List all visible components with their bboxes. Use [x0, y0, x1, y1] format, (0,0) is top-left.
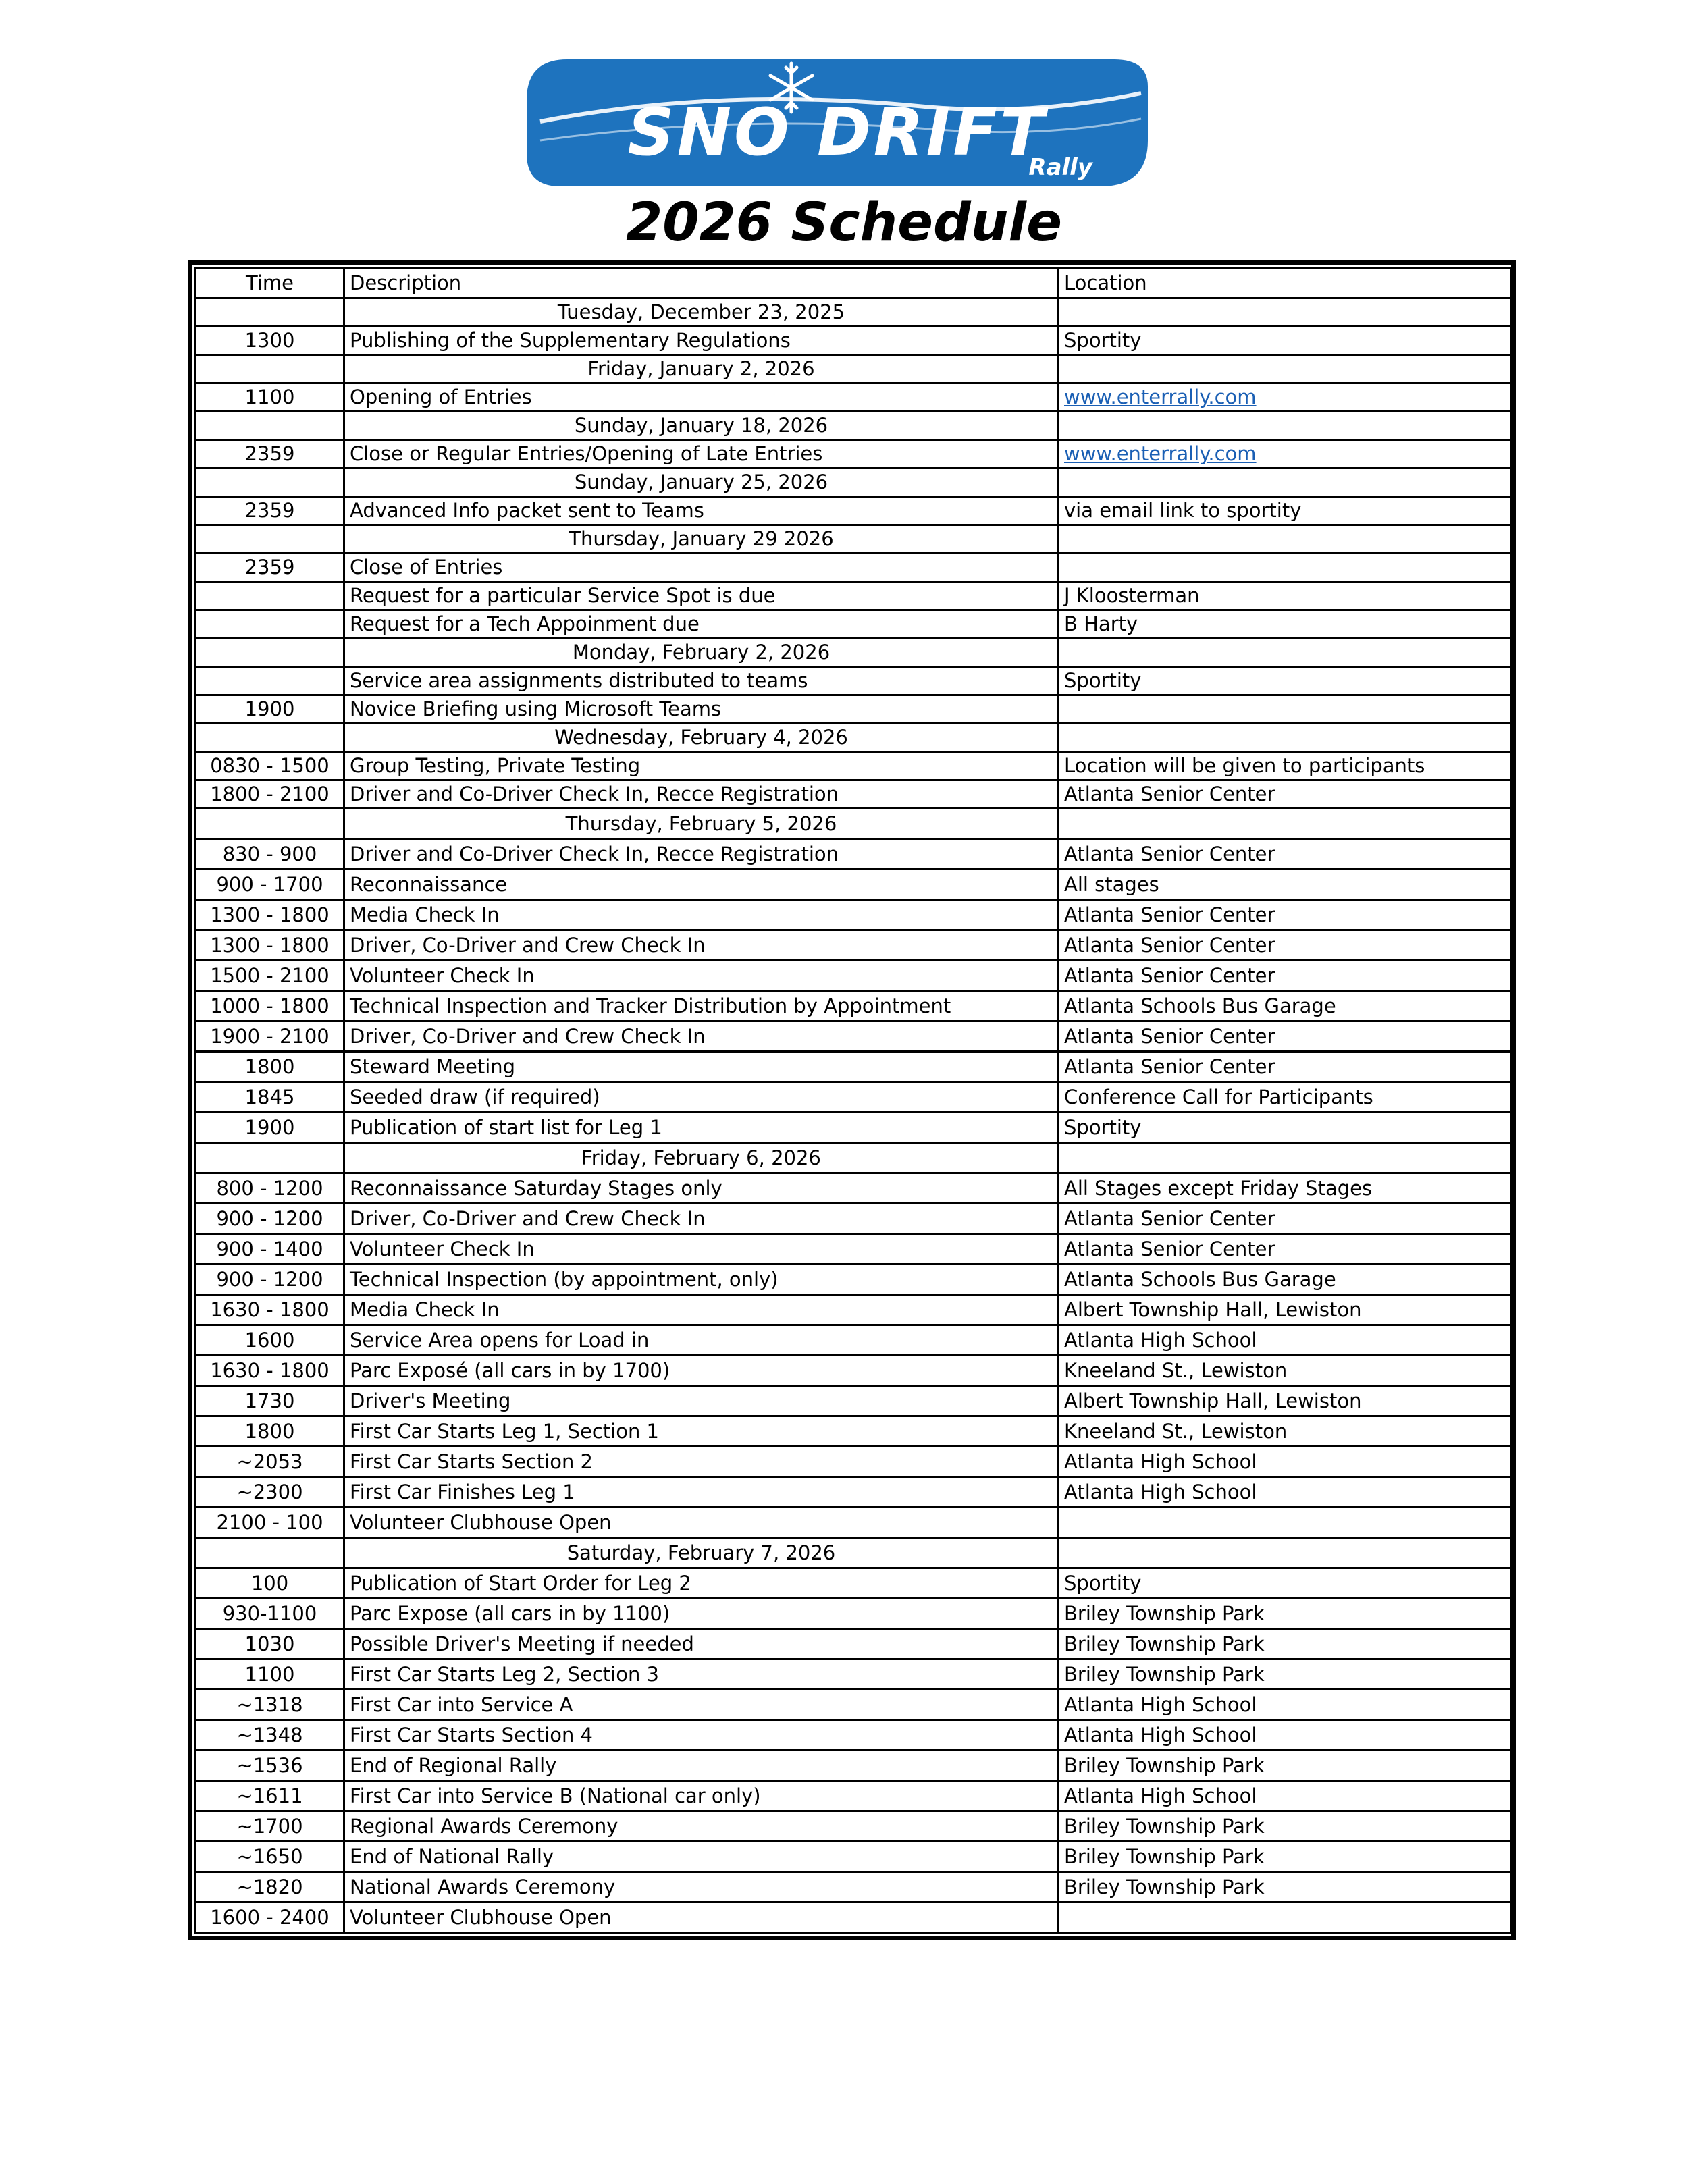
table-row: [196, 991, 1511, 1021]
time-cell: [196, 724, 344, 752]
description-cell: Driver's Meeting: [344, 1386, 1059, 1416]
date-heading: Thursday, February 5, 2026: [344, 809, 1059, 839]
location-cell: Albert Township Hall, Lewiston: [1059, 1295, 1511, 1325]
description-cell: Parc Expose (all cars in by 1100): [344, 1599, 1059, 1629]
table-row: [196, 1508, 1511, 1538]
location-cell: Albert Township Hall, Lewiston: [1059, 1386, 1511, 1416]
location-cell: Atlanta High School: [1059, 1690, 1511, 1720]
schedule-body: [196, 298, 1511, 1933]
description-cell: First Car Finishes Leg 1: [344, 1477, 1059, 1508]
description-cell: Opening of Entries: [344, 383, 1059, 412]
description-cell: Publishing of the Supplementary Regulations: [344, 327, 1059, 355]
time-cell: 1300 - 1800: [196, 900, 344, 930]
time-cell: 1900: [196, 695, 344, 724]
location-cell: [1059, 1143, 1511, 1173]
table-row: [196, 1295, 1511, 1325]
description-cell: Service Area opens for Load in: [344, 1325, 1059, 1356]
table-row: [196, 1629, 1511, 1659]
description-cell: First Car Starts Section 4: [344, 1720, 1059, 1751]
location-cell: Atlanta Senior Center: [1059, 839, 1511, 870]
description-cell: Technical Inspection and Tracker Distribution by Appointment: [344, 991, 1059, 1021]
time-cell: 800 - 1200: [196, 1173, 344, 1204]
time-cell: ~1820: [196, 1872, 344, 1902]
table-row: [196, 930, 1511, 961]
description-cell: Seeded draw (if required): [344, 1082, 1059, 1113]
location-cell: [1059, 639, 1511, 667]
table-row: [196, 1751, 1511, 1781]
description-cell: Reconnaissance Saturday Stages only: [344, 1173, 1059, 1204]
location-cell: [1059, 554, 1511, 582]
description-cell: Driver and Co-Driver Check In, Recce Registration: [344, 780, 1059, 809]
time-cell: 900 - 1700: [196, 870, 344, 900]
description-cell: End of Regional Rally: [344, 1751, 1059, 1781]
time-cell: 2359: [196, 554, 344, 582]
description-cell: National Awards Ceremony: [344, 1872, 1059, 1902]
time-cell: [196, 412, 344, 440]
time-cell: 1100: [196, 1659, 344, 1690]
location-cell: [1059, 412, 1511, 440]
date-heading: Monday, February 2, 2026: [344, 639, 1059, 667]
time-cell: 2100 - 100: [196, 1508, 344, 1538]
time-cell: [196, 667, 344, 695]
location-cell: [1059, 440, 1511, 469]
location-cell: Atlanta High School: [1059, 1720, 1511, 1751]
table-row: [196, 1659, 1511, 1690]
location-cell: B Harty: [1059, 610, 1511, 639]
date-heading: Friday, January 2, 2026: [344, 355, 1059, 383]
location-cell: [1059, 383, 1511, 412]
description-cell: Request for a Tech Appoinment due: [344, 610, 1059, 639]
time-cell: 1800: [196, 1416, 344, 1447]
table-row: [196, 1599, 1511, 1629]
table-row: [196, 1720, 1511, 1751]
table-row: [196, 1264, 1511, 1295]
date-header-row: [196, 1143, 1511, 1173]
date-header-row: [196, 412, 1511, 440]
time-cell: ~1348: [196, 1720, 344, 1751]
description-cell: First Car into Service A: [344, 1690, 1059, 1720]
time-cell: 1300 - 1800: [196, 930, 344, 961]
time-cell: [196, 298, 344, 327]
location-cell: [1059, 695, 1511, 724]
time-cell: 2359: [196, 440, 344, 469]
time-cell: 1100: [196, 383, 344, 412]
location-cell: Kneeland St., Lewiston: [1059, 1416, 1511, 1447]
date-header-row: [196, 1538, 1511, 1568]
table-row: [196, 327, 1511, 355]
time-cell: [196, 469, 344, 497]
table-row: [196, 1811, 1511, 1842]
location-cell: Atlanta Senior Center: [1059, 1021, 1511, 1052]
time-cell: [196, 639, 344, 667]
description-cell: Volunteer Clubhouse Open: [344, 1508, 1059, 1538]
table-row: [196, 1872, 1511, 1902]
time-cell: 1800: [196, 1052, 344, 1082]
table-row: [196, 1021, 1511, 1052]
time-cell: 830 - 900: [196, 839, 344, 870]
time-cell: 1300: [196, 327, 344, 355]
description-cell: First Car into Service B (National car only): [344, 1781, 1059, 1811]
table-row: [196, 1477, 1511, 1508]
logo-text: [520, 59, 1155, 186]
table-row: [196, 1386, 1511, 1416]
table-row: [196, 554, 1511, 582]
location-cell: Briley Township Park: [1059, 1629, 1511, 1659]
location-cell: Sportity: [1059, 1568, 1511, 1599]
description-cell: Novice Briefing using Microsoft Teams: [344, 695, 1059, 724]
location-cell: Location will be given to participants: [1059, 752, 1511, 780]
location-cell: Atlanta Senior Center: [1059, 780, 1511, 809]
date-heading: Sunday, January 18, 2026: [344, 412, 1059, 440]
date-header-row: [196, 525, 1511, 554]
time-cell: ~2053: [196, 1447, 344, 1477]
table-row: [196, 1234, 1511, 1264]
time-cell: ~1536: [196, 1751, 344, 1781]
table-row: [196, 839, 1511, 870]
date-header-row: [196, 639, 1511, 667]
location-cell: [1059, 355, 1511, 383]
schedule-table: [194, 267, 1512, 1934]
description-cell: Advanced Info packet sent to Teams: [344, 497, 1059, 525]
table-row: [196, 383, 1511, 412]
time-cell: 1500 - 2100: [196, 961, 344, 991]
time-cell: ~2300: [196, 1477, 344, 1508]
description-cell: Close of Entries: [344, 554, 1059, 582]
description-cell: Publication of start list for Leg 1: [344, 1113, 1059, 1143]
description-cell: First Car Starts Leg 2, Section 3: [344, 1659, 1059, 1690]
description-cell: Group Testing, Private Testing: [344, 752, 1059, 780]
table-row: [196, 961, 1511, 991]
date-heading: Wednesday, February 4, 2026: [344, 724, 1059, 752]
location-cell: Atlanta High School: [1059, 1781, 1511, 1811]
time-cell: 1630 - 1800: [196, 1295, 344, 1325]
sno-drift-logo: [520, 59, 1155, 186]
location-cell: J Kloosterman: [1059, 582, 1511, 610]
column-header-description: Description: [344, 268, 1059, 298]
location-cell: Atlanta High School: [1059, 1447, 1511, 1477]
table-row: [196, 900, 1511, 930]
description-cell: Steward Meeting: [344, 1052, 1059, 1082]
time-cell: ~1700: [196, 1811, 344, 1842]
description-cell: Media Check In: [344, 900, 1059, 930]
time-cell: [196, 525, 344, 554]
location-cell: Briley Township Park: [1059, 1659, 1511, 1690]
location-cell: [1059, 724, 1511, 752]
table-row: [196, 752, 1511, 780]
description-cell: Service area assignments distributed to teams: [344, 667, 1059, 695]
location-cell: Atlanta Senior Center: [1059, 1234, 1511, 1264]
table-row: [196, 610, 1511, 639]
table-row: [196, 1416, 1511, 1447]
time-cell: 1000 - 1800: [196, 991, 344, 1021]
table-row: [196, 1113, 1511, 1143]
time-cell: 1800 - 2100: [196, 780, 344, 809]
date-heading: Tuesday, December 23, 2025: [344, 298, 1059, 327]
time-cell: 1730: [196, 1386, 344, 1416]
description-cell: Volunteer Check In: [344, 1234, 1059, 1264]
table-row: [196, 1842, 1511, 1872]
time-cell: ~1611: [196, 1781, 344, 1811]
location-cell: via email link to sportity: [1059, 497, 1511, 525]
table-row: [196, 1356, 1511, 1386]
time-cell: [196, 610, 344, 639]
time-cell: [196, 355, 344, 383]
description-cell: Regional Awards Ceremony: [344, 1811, 1059, 1842]
table-row: [196, 582, 1511, 610]
time-cell: [196, 1143, 344, 1173]
page-title: 2026 Schedule: [625, 192, 1063, 253]
location-cell: [1059, 809, 1511, 839]
date-heading: Saturday, February 7, 2026: [344, 1538, 1059, 1568]
location-cell: [1059, 1538, 1511, 1568]
table-row: [196, 1781, 1511, 1811]
description-cell: Driver, Co-Driver and Crew Check In: [344, 930, 1059, 961]
table-row: [196, 667, 1511, 695]
time-cell: 930-1100: [196, 1599, 344, 1629]
location-cell: Conference Call for Participants: [1059, 1082, 1511, 1113]
location-cell: Atlanta Senior Center: [1059, 1204, 1511, 1234]
time-cell: 100: [196, 1568, 344, 1599]
time-cell: 1630 - 1800: [196, 1356, 344, 1386]
location-cell: Briley Township Park: [1059, 1811, 1511, 1842]
date-header-row: [196, 469, 1511, 497]
location-cell: [1059, 1902, 1511, 1933]
location-cell: Briley Township Park: [1059, 1842, 1511, 1872]
description-cell: Parc Exposé (all cars in by 1700): [344, 1356, 1059, 1386]
time-cell: 900 - 1400: [196, 1234, 344, 1264]
location-cell: [1059, 469, 1511, 497]
location-cell: [1059, 298, 1511, 327]
time-cell: 1845: [196, 1082, 344, 1113]
description-cell: Driver, Co-Driver and Crew Check In: [344, 1021, 1059, 1052]
date-heading: Thursday, January 29 2026: [344, 525, 1059, 554]
location-cell: [1059, 525, 1511, 554]
description-cell: First Car Starts Section 2: [344, 1447, 1059, 1477]
time-cell: ~1650: [196, 1842, 344, 1872]
table-row: [196, 1690, 1511, 1720]
time-cell: 900 - 1200: [196, 1204, 344, 1234]
location-link[interactable]: www.enterrally.com: [1064, 385, 1257, 408]
location-cell: Sportity: [1059, 667, 1511, 695]
location-cell: [1059, 1508, 1511, 1538]
logo-wordmark: SNO DRIFT: [627, 95, 1047, 170]
table-row: [196, 1325, 1511, 1356]
description-cell: Publication of Start Order for Leg 2: [344, 1568, 1059, 1599]
table-row: [196, 1052, 1511, 1082]
description-cell: Possible Driver's Meeting if needed: [344, 1629, 1059, 1659]
time-cell: 1900 - 2100: [196, 1021, 344, 1052]
description-cell: End of National Rally: [344, 1842, 1059, 1872]
table-row: [196, 870, 1511, 900]
location-cell: Sportity: [1059, 327, 1511, 355]
description-cell: Volunteer Clubhouse Open: [344, 1902, 1059, 1933]
description-cell: Driver, Co-Driver and Crew Check In: [344, 1204, 1059, 1234]
table-row: [196, 695, 1511, 724]
location-cell: Atlanta Senior Center: [1059, 1052, 1511, 1082]
time-cell: 0830 - 1500: [196, 752, 344, 780]
table-row: [196, 497, 1511, 525]
date-header-row: [196, 724, 1511, 752]
location-cell: Briley Township Park: [1059, 1599, 1511, 1629]
description-cell: Volunteer Check In: [344, 961, 1059, 991]
location-cell: Briley Township Park: [1059, 1751, 1511, 1781]
date-header-row: [196, 809, 1511, 839]
date-header-row: [196, 298, 1511, 327]
time-cell: [196, 809, 344, 839]
table-row: [196, 1568, 1511, 1599]
date-heading: Sunday, January 25, 2026: [344, 469, 1059, 497]
table-row: [196, 1447, 1511, 1477]
time-cell: 1600 - 2400: [196, 1902, 344, 1933]
location-cell: Atlanta High School: [1059, 1325, 1511, 1356]
table-row: [196, 440, 1511, 469]
date-header-row: [196, 355, 1511, 383]
location-cell: Atlanta Schools Bus Garage: [1059, 991, 1511, 1021]
location-cell: Briley Township Park: [1059, 1872, 1511, 1902]
description-cell: Reconnaissance: [344, 870, 1059, 900]
time-cell: 1600: [196, 1325, 344, 1356]
table-row: [196, 780, 1511, 809]
description-cell: First Car Starts Leg 1, Section 1: [344, 1416, 1059, 1447]
description-cell: Request for a particular Service Spot is due: [344, 582, 1059, 610]
time-cell: [196, 582, 344, 610]
location-cell: Kneeland St., Lewiston: [1059, 1356, 1511, 1386]
table-row: [196, 1204, 1511, 1234]
location-cell: All Stages except Friday Stages: [1059, 1173, 1511, 1204]
time-cell: ~1318: [196, 1690, 344, 1720]
time-cell: 1030: [196, 1629, 344, 1659]
table-row: [196, 1902, 1511, 1933]
location-cell: Atlanta Schools Bus Garage: [1059, 1264, 1511, 1295]
column-header-location: Location: [1059, 268, 1511, 298]
table-header-row: [196, 268, 1511, 298]
location-cell: All stages: [1059, 870, 1511, 900]
location-cell: Atlanta Senior Center: [1059, 900, 1511, 930]
table-row: [196, 1082, 1511, 1113]
location-cell: Atlanta Senior Center: [1059, 961, 1511, 991]
time-cell: 900 - 1200: [196, 1264, 344, 1295]
description-cell: Media Check In: [344, 1295, 1059, 1325]
logo-subtitle: Rally: [1028, 154, 1092, 181]
time-cell: 1900: [196, 1113, 344, 1143]
description-cell: Close or Regular Entries/Opening of Late Entries: [344, 440, 1059, 469]
description-cell: Technical Inspection (by appointment, only): [344, 1264, 1059, 1295]
location-cell: Atlanta High School: [1059, 1477, 1511, 1508]
location-cell: Sportity: [1059, 1113, 1511, 1143]
time-cell: 2359: [196, 497, 344, 525]
date-heading: Friday, February 6, 2026: [344, 1143, 1059, 1173]
column-header-time: Time: [196, 268, 344, 298]
time-cell: [196, 1538, 344, 1568]
location-cell: Atlanta Senior Center: [1059, 930, 1511, 961]
location-link[interactable]: www.enterrally.com: [1064, 442, 1257, 465]
description-cell: Driver and Co-Driver Check In, Recce Registration: [344, 839, 1059, 870]
table-row: [196, 1173, 1511, 1204]
